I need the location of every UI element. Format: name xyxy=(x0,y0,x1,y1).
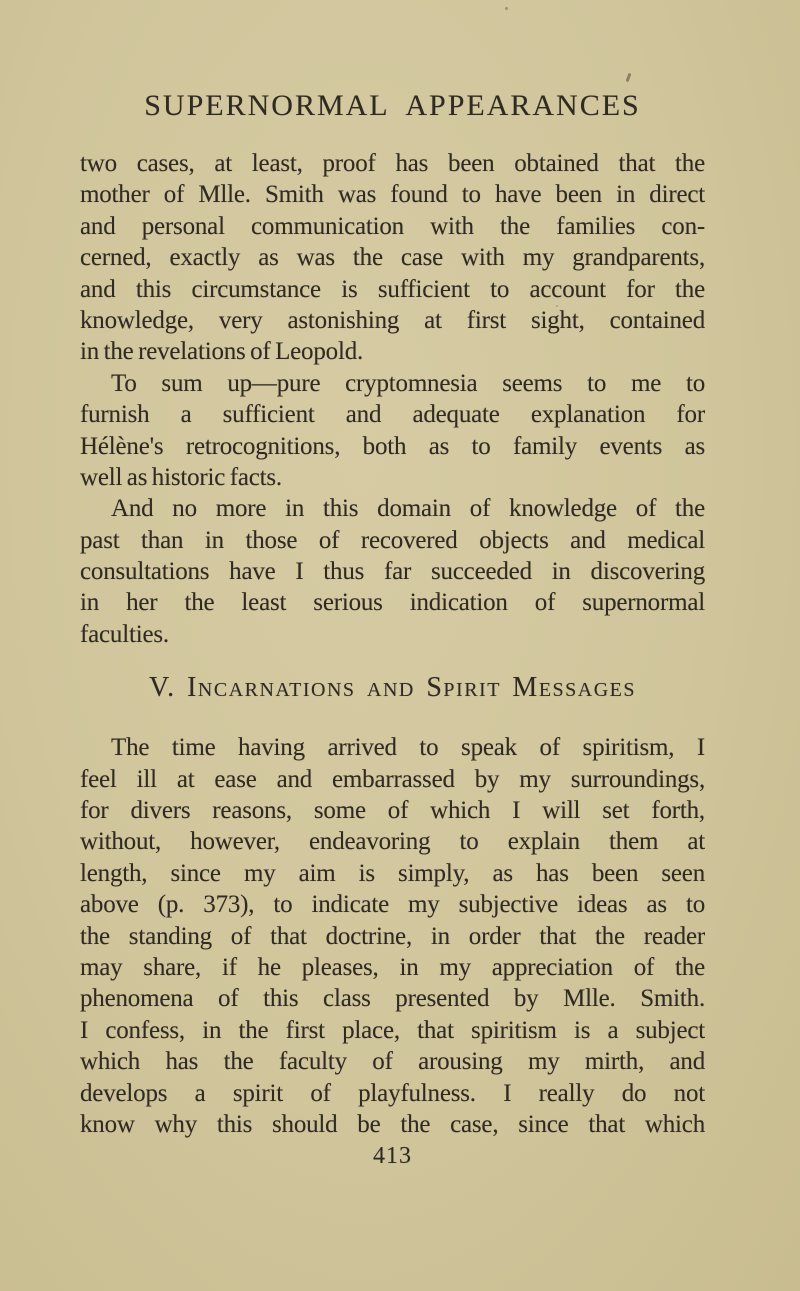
text-line: which has the faculty of arousing my mirth, and xyxy=(80,1048,705,1076)
text-line: The time having arrived to speak of spiritism, I xyxy=(111,734,705,762)
text-line: and this circumstance is sufficient to account for the xyxy=(80,275,705,303)
text-line: without, however, endeavoring to explain them at xyxy=(80,828,705,856)
text-line: in her the least serious indication of supernormal xyxy=(80,589,705,617)
text-line: the standing of that doctrine, in order that the reader xyxy=(80,922,705,950)
text-line: in the revelations of Leopold. xyxy=(80,338,364,366)
text-line: I confess, in the first place, that spiritism is a subject xyxy=(80,1016,705,1044)
section-heading: V. Incarnations and Spirit Messages xyxy=(148,672,637,704)
paper-speck xyxy=(505,7,508,10)
paper-speck xyxy=(556,305,558,307)
text-line: may share, if he pleases, in my appreciation of the xyxy=(80,953,705,981)
text-line: two cases, at least, proof has been obtained that the xyxy=(80,150,705,177)
text-line: above (p. 373), to indicate my subjective ideas as to xyxy=(80,891,705,919)
text-line: well as historic facts. xyxy=(80,463,282,491)
text-line: past than in those of recovered objects and medical xyxy=(80,526,705,554)
text-line: know why this should be the case, since that which xyxy=(80,1110,705,1138)
text-line: knowledge, very astonishing at first sight, contained xyxy=(80,306,705,334)
text-line: phenomena of this class presented by Mlle. Smith. xyxy=(80,985,705,1013)
page-number: 413 xyxy=(373,1143,412,1170)
text-line: develops a spirit of playfulness. I really do not xyxy=(80,1079,705,1107)
text-line: consultations have I thus far succeeded in discovering xyxy=(80,558,705,586)
text-line: cerned, exactly as was the case with my grandparents, xyxy=(80,244,705,272)
text-line: furnish a sufficient and adequate explanation for xyxy=(80,401,705,429)
text-line: for divers reasons, some of which I will set forth, xyxy=(80,797,705,825)
text-line: length, since my aim is simply, as has been seen xyxy=(80,859,705,887)
paper-speck xyxy=(626,73,632,82)
text-line: And no more in this domain of knowledge of the xyxy=(111,495,705,523)
text-line: To sum up—pure cryptomnesia seems to me to xyxy=(111,369,705,397)
text-line: Hélène's retrocognitions, both as to family events as xyxy=(80,432,705,460)
text-line: mother of Mlle. Smith was found to have been in direct xyxy=(80,181,705,209)
text-line: feel ill at ease and embarrassed by my surroundings, xyxy=(80,765,705,793)
running-head: SUPERNORMAL APPEARANCES xyxy=(144,89,641,122)
text-line: and personal communication with the families con- xyxy=(80,212,705,240)
text-line: faculties. xyxy=(80,620,169,648)
page-text xyxy=(80,148,705,1173)
